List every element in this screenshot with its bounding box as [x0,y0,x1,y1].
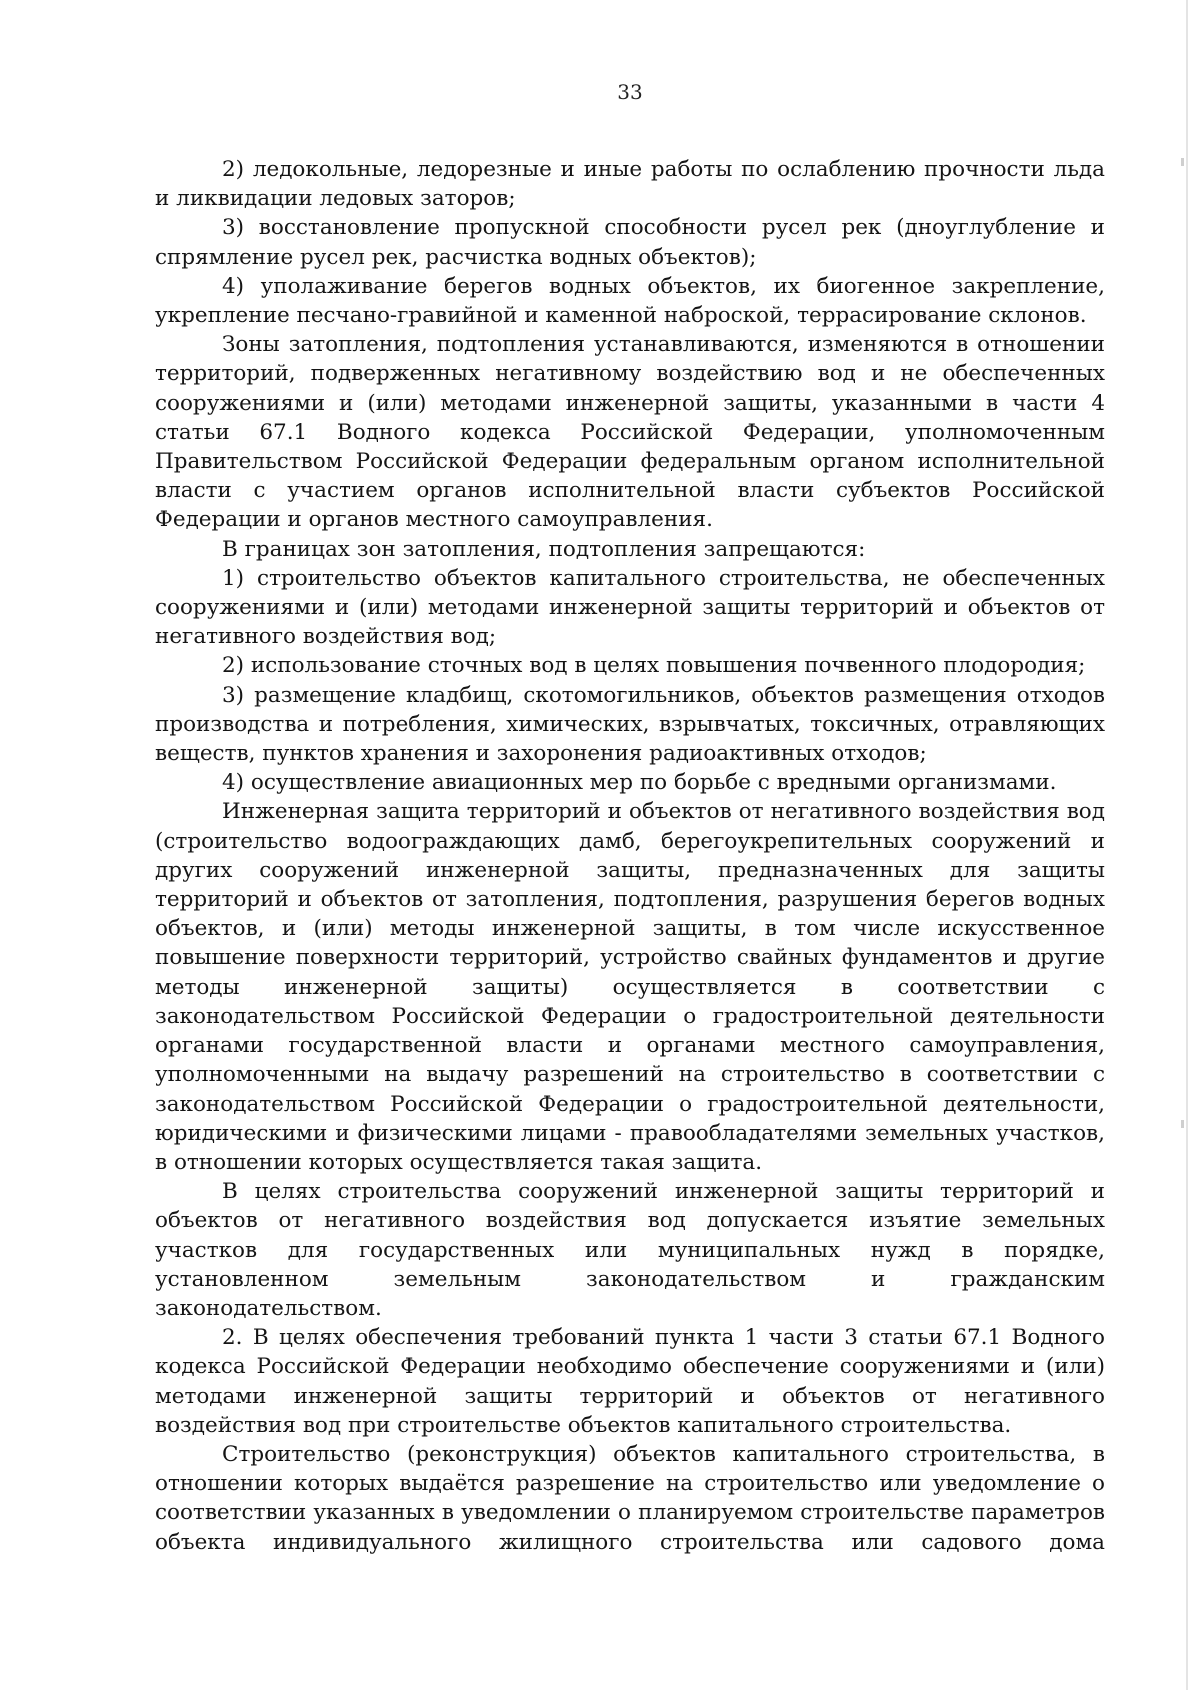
paragraph: 4) осуществление авиационных мер по борьбе с вредными организмами. [222,770,1057,796]
scan-edge-line [1186,0,1188,1690]
page-number: 33 [617,80,643,104]
scan-mark [1181,1120,1184,1128]
paragraph: В границах зон затопления, подтопления запрещаются: [222,536,866,562]
paragraph: 3) восстановление пропускной способности русел рек (дноуглубление и спрямление русел рек, расчистка водных объектов); [155,215,1105,270]
paragraph: 2) ледокольные, ледорезные и иные работы по ослаблению прочности льда и ликвидации ледовых заторов; [155,157,1105,212]
paragraph: 3) размещение кладбищ, скотомогильников, объектов размещения отходов производства и потребления, химических, взрывчатых, токсичных, отравляющих веществ, пунктов хранения и захоронения радиоактивных отходов; [155,682,1105,767]
paragraph: 1) строительство объектов капитального строительства, не обеспеченных сооружениями и (или) методами инженерной защиты территорий и объектов от негативного воздействия вод; [155,565,1105,650]
paragraph: 2. В целях обеспечения требований пункта 1 части 3 статьи 67.1 Водного кодекса Российской Федерации необходимо обеспечение сооружениями и (или) методами инженерной защиты территорий и объектов от негативного воздействия вод при строительстве объектов капитального строительства. [155,1325,1105,1438]
paragraph: Строительство (реконструкция) объектов капитального строительства, в отношении которых выдаётся разрешение на строительство или уведомление о соответствии указанных в уведомлении о планируемом строительстве параметров объекта индивидуального жилищного строительства или садового дома [155,1441,1105,1555]
paragraph: Инженерная защита территорий и объектов от негативного воздействия вод (строительство водоограждающих дамб, берегоукрепительных сооружений и других сооружений инженерной защиты, предназначенных для защиты территорий и объектов от затопления, подтопления, разрушения берегов водных объектов, и (или) методы инженерной защиты, в том числе искусственное повышение поверхности территорий, устройство свайных фундаментов и другие методы инженерной защиты) осуществляется в соответствии с законодательством Российской Федерации о градостроительной деятельности органами государственной власти и органами местного самоуправления, уполномоченными на выдачу разрешений на строительство в соответствии с законодательством Российской Федерации о градостроительной деятельности, юридическими и физическими лицами - правообладателями земельных участков, в отношении которых осуществляется такая защита. [155,799,1105,1175]
paragraph: 2) использование сточных вод в целях повышения почвенного плодородия; [222,653,1086,679]
paragraph: 4) уполаживание берегов водных объектов, их биогенное закрепление, укрепление песчано-гравийной и каменной наброской, террасирование склонов. [155,273,1105,329]
paragraph: В целях строительства сооружений инженерной защиты территорий и объектов от негативного воздействия вод допускается изъятие земельных участков для государственных или муниципальных нужд в порядке, установленном земельным законодательством и гражданским законодательством. [155,1179,1105,1321]
paragraph: Зоны затопления, подтопления устанавливаются, изменяются в отношении территорий, подверженных негативному воздействию вод и не обеспеченных сооружениями и (или) методами инженерной защиты, указанными в части 4 статьи 67.1 Водного кодекса Российской Федерации, уполномоченным Правительством Российской Федерации федеральным органом исполнительной власти с участием органов исполнительной власти субъектов Российской Федерации и органов местного самоуправления. [155,332,1105,533]
document-body [155,155,1105,1557]
scan-mark [1181,158,1184,166]
